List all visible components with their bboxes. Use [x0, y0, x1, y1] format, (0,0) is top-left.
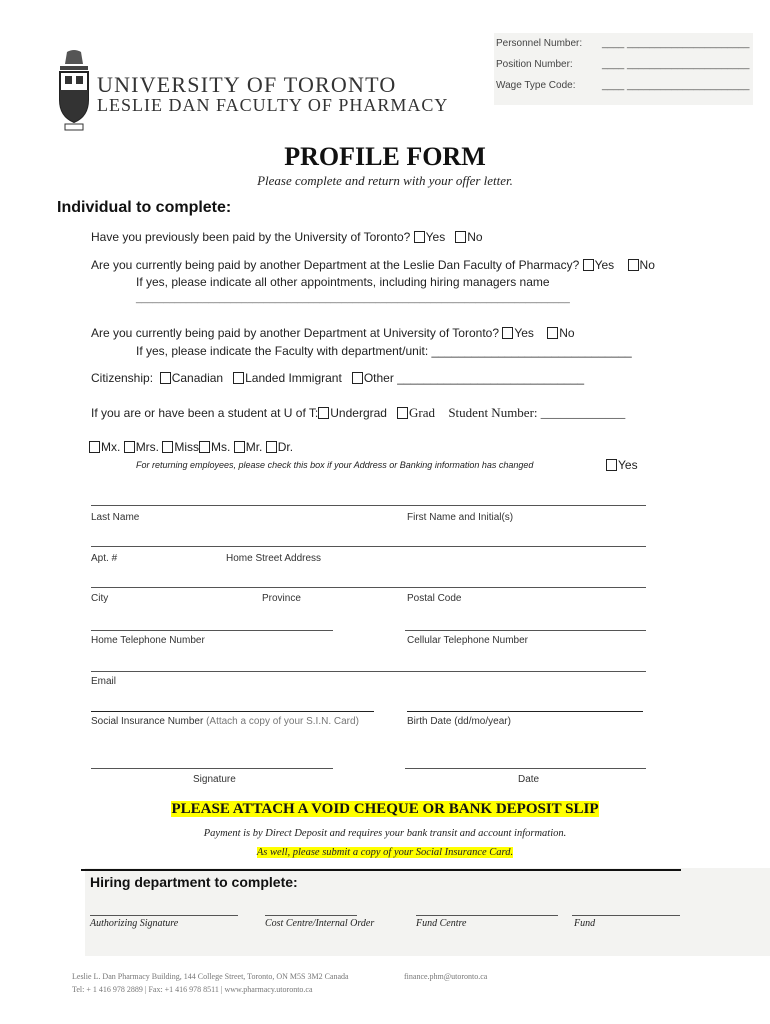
- landed-immigrant-label: Landed Immigrant: [245, 371, 342, 385]
- street-address-label: Home Street Address: [226, 553, 322, 564]
- mx-label: Mx.: [101, 440, 121, 454]
- hiring-section: [85, 868, 770, 956]
- sin-copy-notice: [0, 842, 770, 860]
- other-citizenship-field[interactable]: ____________________________: [397, 371, 585, 385]
- date-label: Date: [518, 774, 540, 785]
- position-number-label: Position Number:: [496, 59, 573, 70]
- fund-centre-line[interactable]: [416, 915, 558, 916]
- cell-telephone-label: Cellular Telephone Number: [407, 635, 528, 646]
- q3-followup: [136, 344, 632, 358]
- other-checkbox[interactable]: [352, 372, 363, 384]
- mrs-label: Mrs.: [135, 440, 160, 454]
- position-number-field[interactable]: ____ ______________________: [602, 59, 750, 70]
- section-hiring-heading: Hiring department to complete:: [90, 874, 298, 890]
- returning-yes-checkbox[interactable]: [606, 459, 617, 471]
- home-telephone-line[interactable]: [91, 630, 333, 631]
- birth-date-label: Birth Date (dd/mo/year): [407, 716, 511, 727]
- q2-followup-text: If yes, please indicate all other appointments, including hiring managers name: [136, 275, 550, 289]
- mr-label: Mr.: [245, 440, 263, 454]
- no-label: No: [467, 230, 483, 244]
- sin-line[interactable]: [91, 711, 374, 712]
- question-paid-by-other-dept: [91, 326, 575, 340]
- undergrad-label: Undergrad: [330, 406, 387, 420]
- canadian-label: Canadian: [171, 371, 224, 385]
- grad-label: Grad: [408, 405, 435, 420]
- wage-type-code-label: Wage Type Code:: [496, 80, 576, 91]
- mx-checkbox[interactable]: [89, 441, 100, 453]
- sin-label: Social Insurance Number: [91, 716, 204, 727]
- q2-no-checkbox[interactable]: [628, 259, 639, 271]
- yes-label: Yes: [594, 258, 615, 272]
- cell-telephone-line[interactable]: [405, 630, 646, 631]
- logo-line-1: UNIVERSITY OF TORONTO: [97, 72, 397, 97]
- q1-yes-checkbox[interactable]: [414, 231, 425, 243]
- question-paid-by-uoft: [91, 230, 483, 244]
- authorizing-signature-line[interactable]: [90, 915, 238, 916]
- fund-label: Fund: [574, 918, 596, 929]
- returning-yes: [606, 458, 638, 472]
- fund-centre-label: Fund Centre: [416, 918, 467, 929]
- page-title: PROFILE FORM: [284, 142, 486, 171]
- ms-checkbox[interactable]: [199, 441, 210, 453]
- email-label: Email: [91, 676, 117, 687]
- apt-label: Apt. #: [91, 553, 118, 564]
- question-text: Are you currently being paid by another Department at University of Toronto?: [91, 326, 499, 340]
- last-name-label: Last Name: [91, 512, 140, 523]
- yes-label: Yes: [425, 230, 446, 244]
- signature-line[interactable]: [91, 768, 333, 769]
- personnel-number-label: Personnel Number:: [496, 38, 583, 49]
- returning-employee-note: For returning employees, please check this box if your Address or Banking information has changed: [136, 460, 534, 470]
- postal-code-label: Postal Code: [407, 593, 462, 604]
- attach-notice-text: PLEASE ATTACH A VOID CHEQUE OR BANK DEPOSIT SLIP: [171, 801, 599, 817]
- question-paid-by-pharmacy: [91, 258, 655, 272]
- name-line[interactable]: [91, 505, 646, 506]
- authorizing-signature-label: Authorizing Signature: [90, 918, 179, 929]
- q3-followup-text: If yes, please indicate the Faculty with department/unit:: [136, 344, 429, 358]
- citizenship-row: [91, 371, 584, 385]
- yes-label: Yes: [618, 458, 638, 472]
- cost-centre-line[interactable]: [265, 915, 357, 916]
- mrs-checkbox[interactable]: [124, 441, 135, 453]
- sin-note: (Attach a copy of your S.I.N. Card): [206, 716, 359, 727]
- email-line[interactable]: [91, 671, 646, 672]
- province-label: Province: [262, 593, 301, 604]
- canadian-checkbox[interactable]: [160, 372, 171, 384]
- section-divider: [81, 869, 681, 871]
- student-number-field[interactable]: Student Number: _____________: [448, 405, 626, 420]
- footer-address: Leslie L. Dan Pharmacy Building, 144 College Street, Toronto, ON M5S 3M2 Canada: [72, 972, 349, 981]
- q2-yes-checkbox[interactable]: [583, 259, 594, 271]
- title-row: [89, 440, 293, 454]
- q3-faculty-field[interactable]: ______________________________: [431, 344, 632, 358]
- ms-label: Ms.: [211, 440, 231, 454]
- sin-copy-text: As well, please submit a copy of your Social Insurance Card.: [256, 847, 514, 858]
- personnel-number-field[interactable]: ____ ______________________: [602, 38, 750, 49]
- student-question-text: If you are or have been a student at U of T:: [91, 406, 319, 420]
- dr-label: Dr.: [277, 440, 294, 454]
- university-crest-icon: [57, 50, 91, 132]
- wage-type-code-field[interactable]: ____ ______________________: [602, 80, 750, 91]
- payment-note: Payment is by Direct Deposit and requires your bank transit and account information.: [203, 828, 567, 839]
- mr-checkbox[interactable]: [234, 441, 245, 453]
- q3-yes-checkbox[interactable]: [502, 327, 513, 339]
- yes-label: Yes: [514, 326, 534, 340]
- grad-checkbox[interactable]: [397, 407, 408, 419]
- q3-no-checkbox[interactable]: [547, 327, 558, 339]
- address-line[interactable]: [91, 546, 646, 547]
- first-name-label: First Name and Initial(s): [407, 512, 514, 523]
- footer-contact: Tel: + 1 416 978 2889 | Fax: +1 416 978 8511 | www.pharmacy.utoronto.ca: [72, 985, 313, 994]
- birth-date-line[interactable]: [407, 711, 643, 712]
- city-label: City: [91, 593, 109, 604]
- logo-line-2: LESLIE DAN FACULTY OF PHARMACY: [97, 95, 449, 115]
- date-line[interactable]: [405, 768, 646, 769]
- citizenship-label: Citizenship:: [91, 371, 154, 385]
- page-subtitle: Please complete and return with your offer letter.: [257, 173, 513, 188]
- other-label: Other: [363, 371, 394, 385]
- undergrad-checkbox[interactable]: [318, 407, 329, 419]
- cost-centre-label: Cost Centre/Internal Order: [265, 918, 375, 929]
- question-text: Have you previously been paid by the University of Toronto?: [91, 230, 411, 244]
- signature-label: Signature: [193, 774, 236, 785]
- q1-no-checkbox[interactable]: [455, 231, 466, 243]
- footer-email[interactable]: finance.phm@utoronto.ca: [404, 972, 488, 981]
- dr-checkbox[interactable]: [266, 441, 277, 453]
- attach-notice: [0, 800, 770, 818]
- student-row: [91, 405, 625, 421]
- landed-immigrant-checkbox[interactable]: [233, 372, 244, 384]
- q2-appointments-field[interactable]: ______________________________________________________________________________: [136, 293, 570, 304]
- no-label: No: [559, 326, 575, 340]
- logo: [57, 50, 447, 132]
- home-telephone-label: Home Telephone Number: [91, 635, 205, 646]
- city-line[interactable]: [91, 587, 646, 588]
- question-text: Are you currently being paid by another Department at the Leslie Dan Faculty of Pharmacy?: [91, 258, 580, 272]
- miss-label: Miss: [174, 440, 200, 454]
- miss-checkbox[interactable]: [162, 441, 173, 453]
- office-use-box: [494, 33, 753, 105]
- section-individual-heading: Individual to complete:: [57, 199, 232, 216]
- fund-line[interactable]: [572, 915, 680, 916]
- no-label: No: [639, 258, 655, 272]
